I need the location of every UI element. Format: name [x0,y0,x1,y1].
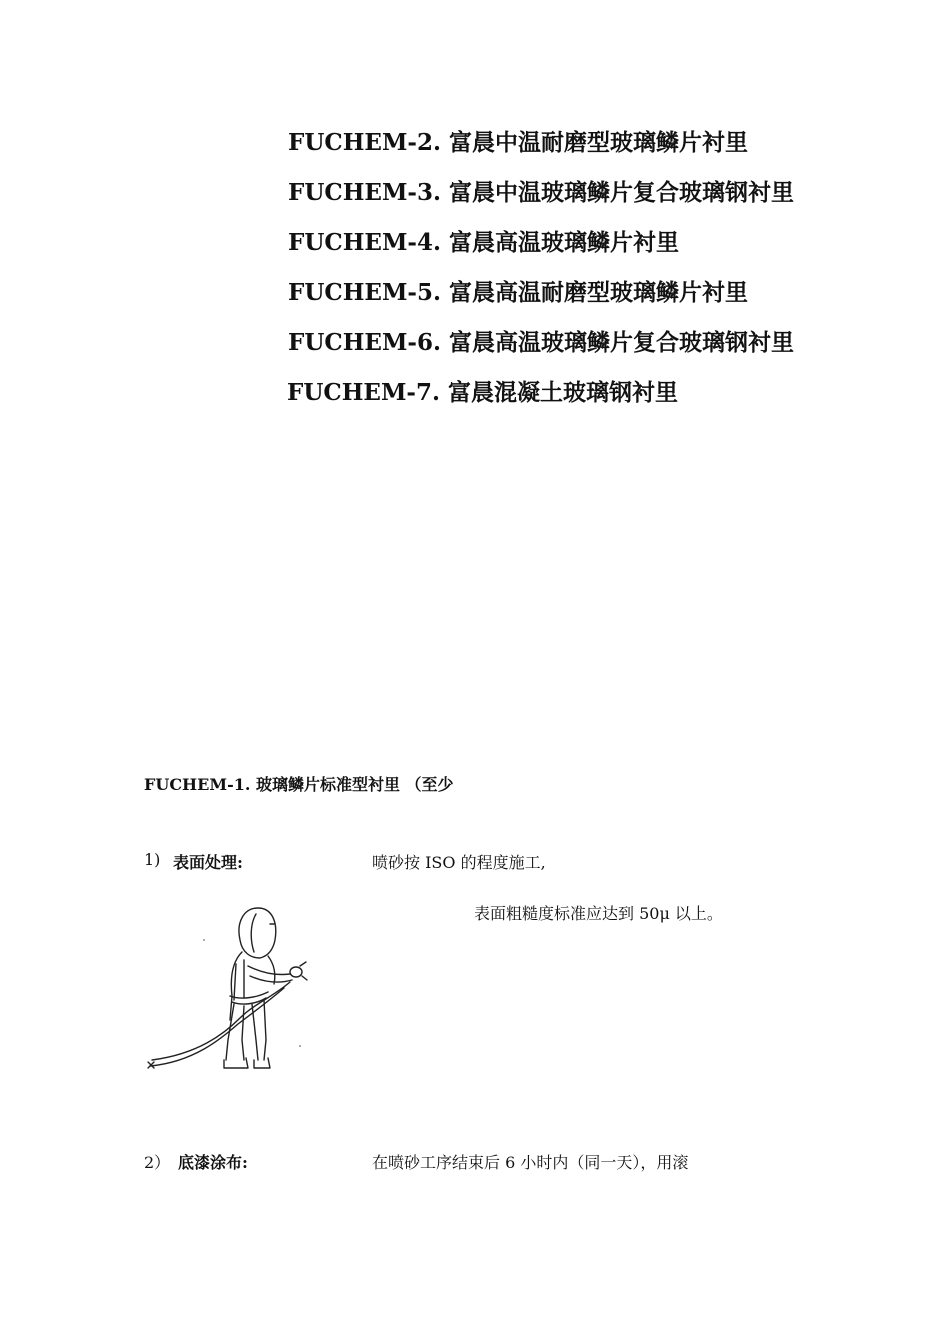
step-1-text-line-1: 喷砂按 ISO 的程度施工, [372,853,546,872]
product-item: FUCHEM-3. 富晨中温玻璃鳞片复合玻璃钢衬里 [288,179,794,206]
step-2-text-line-1: 在喷砂工序结束后 6 小时内（同一天），用滚 [372,1153,689,1172]
product-item: FUCHEM-2. 富晨中温耐磨型玻璃鳞片衬里 [288,129,748,156]
product-item: FUCHEM-4. 富晨高温玻璃鳞片衬里 [288,229,679,256]
product-item: FUCHEM-6. 富晨高温玻璃鳞片复合玻璃钢衬里 [288,329,794,356]
product-item: FUCHEM-7. 富晨混凝土玻璃钢衬里 [287,379,678,406]
step-1-number: 1) [144,850,161,869]
step-1-label: 表面处理: [173,853,243,872]
section-title: FUCHEM-1. 玻璃鳞片标准型衬里 （至少 [144,775,454,794]
product-list [288,118,794,418]
step-2-label: 底漆涂布: [178,1153,248,1172]
step-2-number: 2） [144,1153,171,1172]
product-item: FUCHEM-5. 富晨高温耐磨型玻璃鳞片衬里 [288,279,748,306]
sandblasting-worker-illustration [144,900,314,1080]
step-1-text-line-2: 表面粗糙度标准应达到 50μ 以上。 [474,904,723,923]
